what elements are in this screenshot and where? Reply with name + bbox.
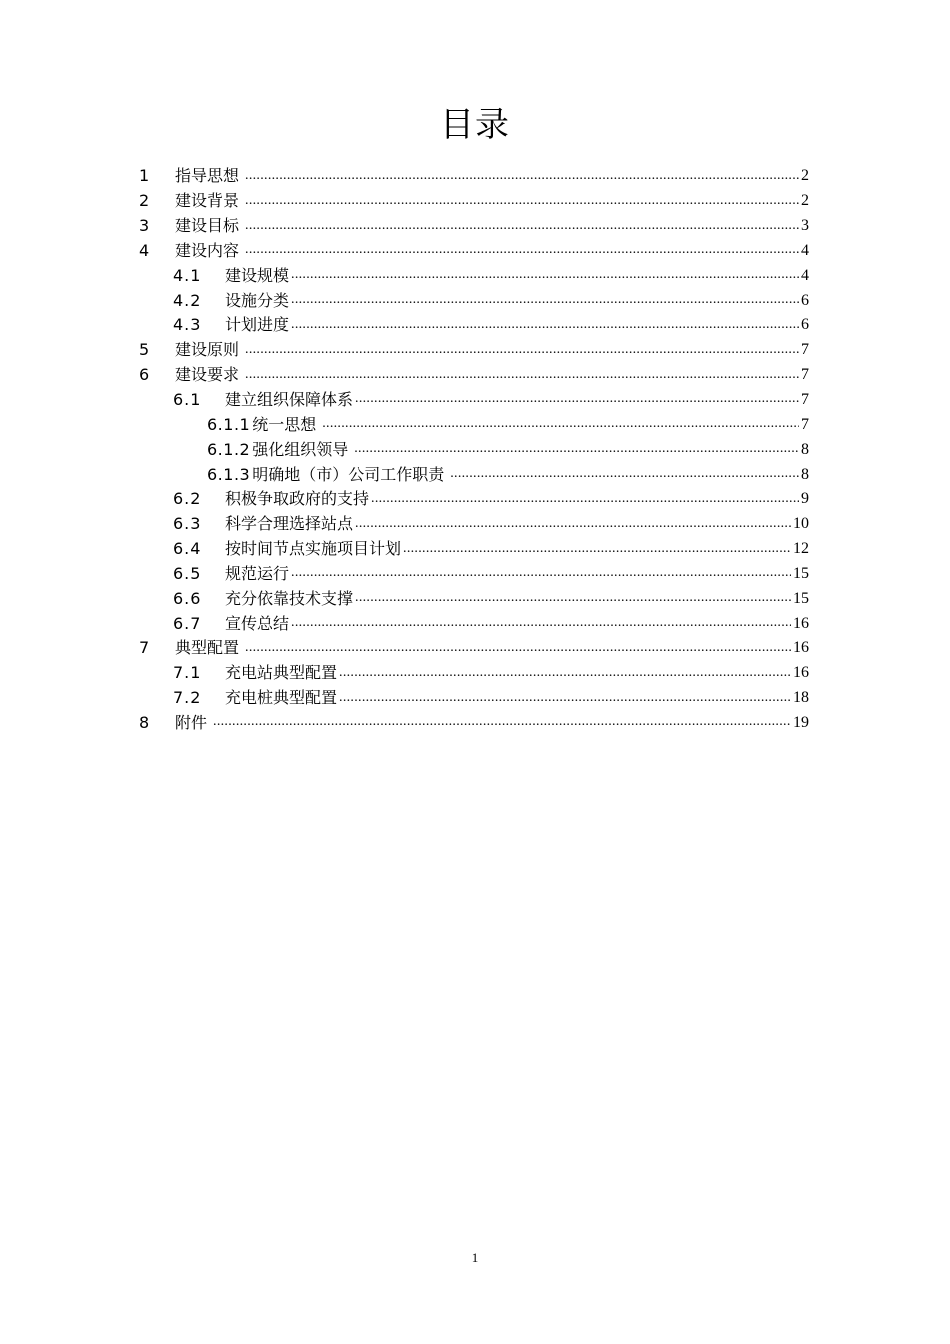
toc-entry[interactable] [139,313,809,338]
dot-leader [354,442,799,462]
toc-entry[interactable] [139,214,809,239]
toc-entry-page: 7 [801,415,809,433]
dot-leader [355,591,791,611]
toc-entry-number: 6.2 [173,489,202,509]
toc-entry[interactable] [139,661,809,686]
toc-entry-number: 6.6 [173,588,202,608]
toc-entry-number: 6.3 [173,514,202,534]
toc-entry-number: 6.1.1 [207,414,251,434]
toc-entry-title: 建设规模 [225,265,290,285]
toc-entry-title: 设施分类 [225,290,290,310]
toc-entry[interactable] [139,562,809,587]
toc-entry[interactable] [139,586,809,611]
toc-entry-title: 充电桩典型配置 [225,688,338,708]
toc-entry-title: 充电站典型配置 [225,663,338,683]
toc-entry-page: 4 [801,266,809,284]
toc-entry-page: 16 [793,639,809,657]
toc-entry[interactable] [139,363,809,388]
page-title: 目录 [440,105,510,145]
dot-leader [245,219,799,239]
dot-leader [213,715,791,735]
toc-entry-page: 10 [793,515,809,533]
dot-leader [322,417,799,437]
toc-entry-number: 4 [139,240,150,260]
toc-entry[interactable] [139,686,809,711]
toc-entry-title: 建立组织保障体系 [225,390,354,410]
toc-entry-title: 明确地（市）公司工作职责 [252,464,445,484]
dot-leader [355,392,799,412]
toc-entry-number: 6.1 [173,390,202,410]
table-of-contents [139,164,809,735]
toc-entry-number: 6.7 [173,613,202,633]
toc-entry[interactable] [139,164,809,189]
toc-entry-page: 7 [801,391,809,409]
toc-entry-page: 15 [793,589,809,607]
toc-entry-number: 4.1 [173,265,202,285]
toc-entry-number: 7 [139,638,150,658]
toc-entry-title: 建设目标 [175,216,240,236]
toc-entry-title: 计划进度 [225,315,290,335]
dot-leader [291,318,799,338]
dot-leader [291,566,791,586]
toc-entry-title: 规范运行 [225,563,290,583]
toc-entry-number: 6.4 [173,539,202,559]
toc-entry[interactable] [139,512,809,537]
dot-leader [355,517,791,537]
toc-entry[interactable] [139,412,809,437]
toc-entry[interactable] [139,462,809,487]
toc-entry-number: 5 [139,340,150,360]
toc-entry-title: 指导思想 [175,166,240,186]
dot-leader [245,368,799,388]
dot-leader [245,194,799,214]
toc-entry-title: 附件 [175,712,208,732]
dot-leader [371,492,799,512]
toc-entry-number: 7.2 [173,688,202,708]
toc-entry-page: 12 [793,540,809,558]
dot-leader [403,542,791,562]
toc-entry-number: 6.1.3 [207,464,251,484]
toc-entry[interactable] [139,611,809,636]
toc-entry-title: 典型配置 [175,638,240,658]
toc-entry-page: 8 [801,440,809,458]
toc-entry-number: 4.2 [173,290,202,310]
toc-entry-title: 按时间节点实施项目计划 [225,539,402,559]
toc-entry-page: 9 [801,490,809,508]
toc-entry-number: 2 [139,191,150,211]
toc-entry-title: 统一思想 [252,414,317,434]
toc-entry[interactable] [139,388,809,413]
toc-entry-page: 7 [801,341,809,359]
toc-entry-number: 4.3 [173,315,202,335]
toc-entry-page: 16 [793,614,809,632]
toc-entry-title: 建设背景 [175,191,240,211]
dot-leader [245,169,799,189]
dot-leader [291,293,799,313]
toc-entry-page: 19 [793,713,809,731]
toc-entry-title: 充分依靠技术支撑 [225,588,354,608]
toc-entry-number: 1 [139,166,150,186]
dot-leader [245,343,799,363]
toc-entry-page: 7 [801,366,809,384]
toc-entry-number: 8 [139,712,150,732]
toc-entry[interactable] [139,189,809,214]
toc-entry[interactable] [139,263,809,288]
toc-entry-page: 6 [801,316,809,334]
dot-leader [291,616,791,636]
dot-leader [291,268,799,288]
toc-entry[interactable] [139,288,809,313]
toc-entry-page: 15 [793,564,809,582]
toc-entry-page: 6 [801,291,809,309]
dot-leader [245,243,799,263]
toc-entry[interactable] [139,487,809,512]
toc-entry-title: 宣传总结 [225,613,290,633]
toc-entry-number: 6 [139,365,150,385]
toc-entry-page: 2 [801,192,809,210]
toc-entry-number: 7.1 [173,663,202,683]
toc-entry[interactable] [139,537,809,562]
dot-leader [450,467,799,487]
toc-entry[interactable] [139,437,809,462]
toc-entry[interactable] [139,338,809,363]
toc-entry-number: 3 [139,216,150,236]
toc-entry-page: 3 [801,217,809,235]
toc-entry-page: 18 [793,689,809,707]
toc-entry-page: 16 [793,664,809,682]
toc-entry-number: 6.5 [173,563,202,583]
toc-entry-title: 建设内容 [175,240,240,260]
toc-entry[interactable] [139,711,809,736]
dot-leader [245,641,791,661]
toc-entry-page: 4 [801,241,809,259]
toc-entry-title: 建设原则 [175,340,240,360]
dot-leader [339,666,791,686]
toc-entry-title: 科学合理选择站点 [225,514,354,534]
toc-entry-page: 8 [801,465,809,483]
page-number: 1 [471,1250,479,1265]
toc-entry-title: 强化组织领导 [252,439,349,459]
dot-leader [339,691,791,711]
toc-entry-title: 积极争取政府的支持 [225,489,370,509]
toc-entry-number: 6.1.2 [207,439,251,459]
toc-entry-page: 2 [801,167,809,185]
toc-entry[interactable] [139,239,809,264]
toc-entry[interactable] [139,636,809,661]
toc-entry-title: 建设要求 [175,365,240,385]
